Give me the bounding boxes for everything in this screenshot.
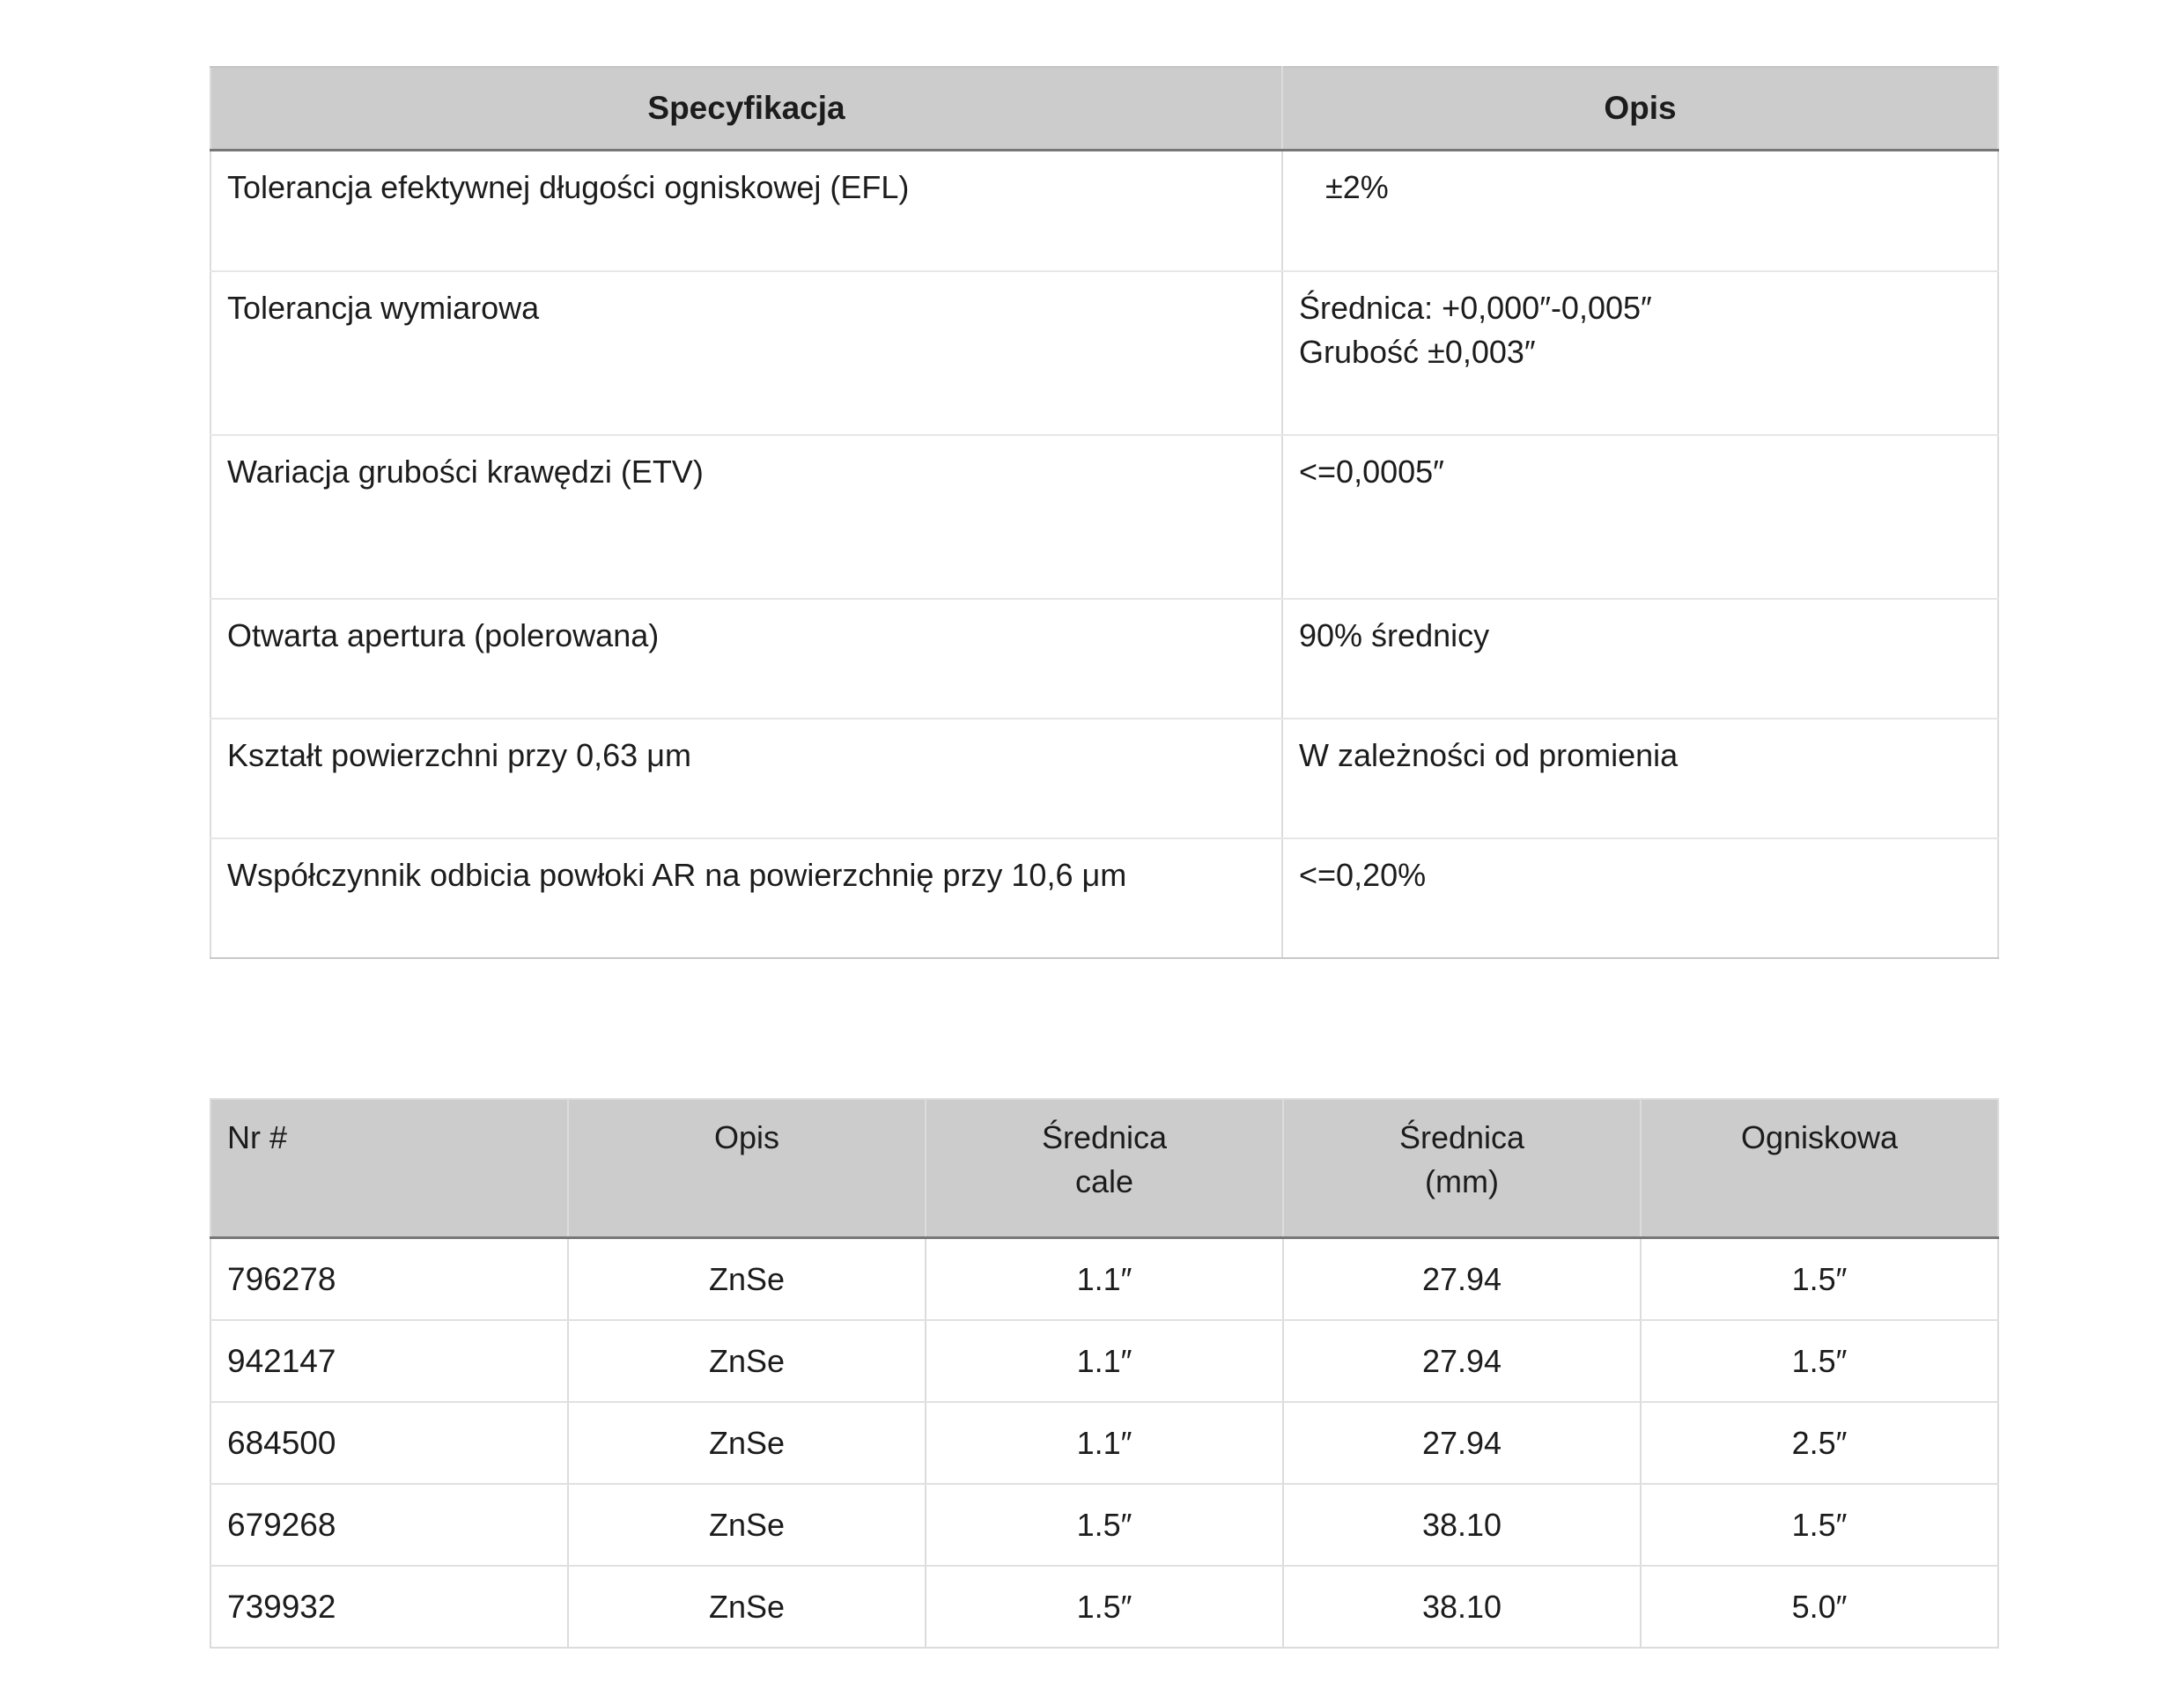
spec-name-cell: Tolerancja wymiarowa: [210, 271, 1282, 435]
table-row: [210, 1238, 1998, 1321]
column-header-diameter-mm: Średnica (mm): [1283, 1099, 1641, 1238]
diameter-mm-cell: 27.94: [1283, 1320, 1641, 1402]
table-row: [210, 599, 1998, 719]
product-table: [210, 1098, 1999, 1649]
focal-length-cell: 1.5″: [1641, 1484, 1998, 1566]
part-number-cell: 739932: [210, 1566, 568, 1648]
material-cell: ZnSe: [568, 1566, 926, 1648]
column-header-diameter-inches: Średnica cale: [926, 1099, 1283, 1238]
spec-name-cell: Tolerancja efektywnej długości ogniskowej (EFL): [210, 151, 1282, 271]
diameter-mm-cell: 38.10: [1283, 1484, 1641, 1566]
diameter-inches-cell: 1.1″: [926, 1402, 1283, 1484]
table-header-row: [210, 1099, 1998, 1238]
material-cell: ZnSe: [568, 1484, 926, 1566]
table-row: [210, 1484, 1998, 1566]
table-row: [210, 1402, 1998, 1484]
diameter-inches-cell: 1.5″: [926, 1484, 1283, 1566]
part-number-cell: 796278: [210, 1238, 568, 1321]
part-number-cell: 942147: [210, 1320, 568, 1402]
focal-length-cell: 5.0″: [1641, 1566, 1998, 1648]
spec-name-cell: Kształt powierzchni przy 0,63 μm: [210, 719, 1282, 838]
material-cell: ZnSe: [568, 1402, 926, 1484]
table-row: [210, 719, 1998, 838]
spec-value-cell: W zależności od promienia: [1282, 719, 1998, 838]
column-header-specification: Specyfikacja: [210, 67, 1282, 151]
material-cell: ZnSe: [568, 1320, 926, 1402]
spec-value-cell: ±2%: [1282, 151, 1998, 271]
column-header-description: Opis: [1282, 67, 1998, 151]
spec-name-cell: Otwarta apertura (polerowana): [210, 599, 1282, 719]
table-row: [210, 271, 1998, 435]
column-header-focal-length: Ogniskowa: [1641, 1099, 1998, 1238]
table-row: [210, 151, 1998, 271]
diameter-mm-cell: 38.10: [1283, 1566, 1641, 1648]
table-row: [210, 435, 1998, 599]
focal-length-cell: 2.5″: [1641, 1402, 1998, 1484]
column-header-number: Nr #: [210, 1099, 568, 1238]
focal-length-cell: 1.5″: [1641, 1238, 1998, 1321]
spec-value-cell: <=0,20%: [1282, 838, 1998, 958]
spec-value-cell: 90% średnicy: [1282, 599, 1998, 719]
diameter-mm-cell: 27.94: [1283, 1402, 1641, 1484]
table-row: [210, 1320, 1998, 1402]
diameter-inches-cell: 1.1″: [926, 1320, 1283, 1402]
specification-table: [210, 66, 1999, 959]
spec-value-cell: <=0,0005″: [1282, 435, 1998, 599]
column-header-description: Opis: [568, 1099, 926, 1238]
table-row: [210, 838, 1998, 958]
spec-value-cell: Średnica: +0,000″-0,005″ Grubość ±0,003″: [1282, 271, 1998, 435]
focal-length-cell: 1.5″: [1641, 1320, 1998, 1402]
material-cell: ZnSe: [568, 1238, 926, 1321]
spec-name-cell: Wariacja grubości krawędzi (ETV): [210, 435, 1282, 599]
table-header-row: [210, 67, 1998, 151]
part-number-cell: 684500: [210, 1402, 568, 1484]
diameter-inches-cell: 1.5″: [926, 1566, 1283, 1648]
part-number-cell: 679268: [210, 1484, 568, 1566]
diameter-mm-cell: 27.94: [1283, 1238, 1641, 1321]
spec-name-cell: Współczynnik odbicia powłoki AR na powierzchnię przy 10,6 μm: [210, 838, 1282, 958]
diameter-inches-cell: 1.1″: [926, 1238, 1283, 1321]
table-row: [210, 1566, 1998, 1648]
